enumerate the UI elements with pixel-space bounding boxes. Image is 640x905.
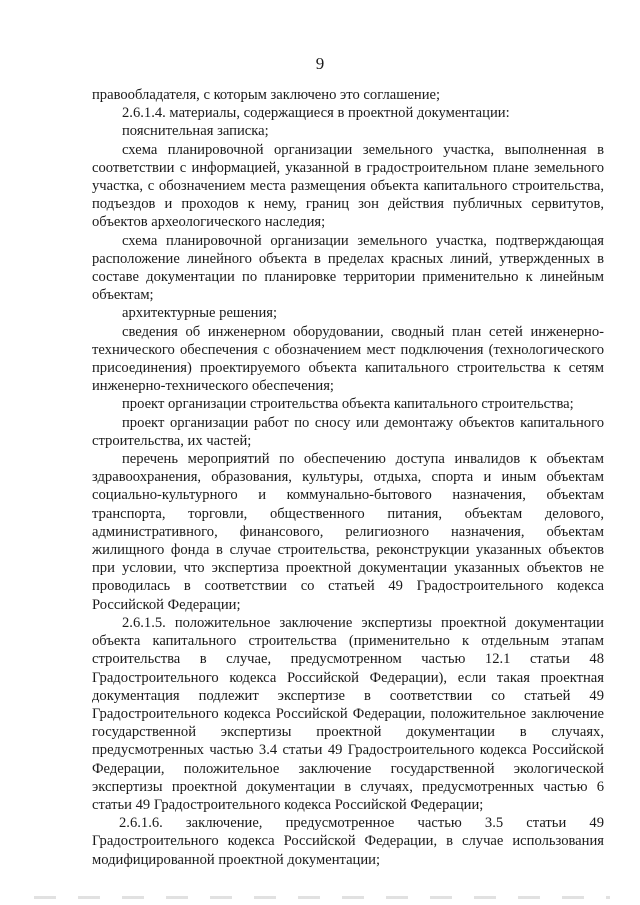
paragraph-2-6-1-5: 2.6.1.5. положительное заключение экспертизы проектной документации объекта капитального строительства (применительно к отдельным этапам строительства в случае, предусмотренном частью 12.1 статьи 48 Градостроительного кодекса Российской Федерации), если такая проектная документация подлежит экспертизе в соответствии со статьей 49 Градостроительного кодекса Российской Федерации, положительное заключение государственной экспертизы проектной документации в случаях, предусмотренных частью 3.4 статьи 49 Градостроительного кодекса Российской Федерации, положительное заключение государственной экологической экспертизы проектной документации в случаях, предусмотренных частью 6 статьи 49 Градостроительного кодекса Российской Федерации; bbox=[92, 614, 604, 813]
list-item-linear-object-scheme: схема планировочной организации земельного участка, подтверждающая расположение линейного объекта в пределах красных линий, утвержденных в составе документации по планировке территории применительно к линейным объектам; bbox=[92, 232, 604, 304]
list-item-accessibility-measures: перечень мероприятий по обеспечению доступа инвалидов к объектам здравоохранения, образования, культуры, отдыха, спорта и иным объектам социально-культурного и коммунально-бытового назначения, объектам транспорта, торговли, общественного питания, объектам делового, административного, финансового, религиозного назначения, объектам жилищного фонда в случае строительства, реконструкции указанных объектов при условии, что экспертиза проектной документации указанных объектов не проводилась в соответствии со статьей 49 Градостроительного кодекса Российской Федерации; bbox=[92, 451, 604, 613]
list-item-demolition-project: проект организации работ по сносу или демонтажу объектов капитального строительства, их частей; bbox=[92, 414, 604, 449]
paragraph-2-6-1-6: 2.6.1.6. заключение, предусмотренное частью 3.5 статьи 49 Градостроительного кодекса Российской Федерации, в случае использования модифицированной проектной документации; bbox=[92, 815, 604, 868]
page-number: 9 bbox=[315, 54, 325, 73]
list-item-site-plan-scheme: схема планировочной организации земельного участка, выполненная в соответствии с информацией, указанной в градостроительном плане земельного участка, с обозначением места размещения объекта капитального строительства, подъездов и проходов к нему, границ зон действия публичных сервитутов, объектов археологического наследия; bbox=[92, 141, 604, 231]
list-item-engineering-equipment: сведения об инженерном оборудовании, сводный план сетей инженерно-технического обеспечения с обозначением мест подключения (технологического присоединения) проектируемого объекта капитального строительства к сетям инженерно-технического обеспечения; bbox=[92, 323, 604, 395]
document-body bbox=[92, 86, 604, 869]
scan-artifact-line bbox=[34, 896, 610, 899]
list-item-architectural-solutions: архитектурные решения; bbox=[122, 305, 278, 322]
list-item-explanatory-note: пояснительная записка; bbox=[122, 123, 269, 140]
paragraph-2-6-1-4: 2.6.1.4. материалы, содержащиеся в проектной документации: bbox=[122, 105, 510, 122]
list-item-construction-organization: проект организации строительства объекта капитального строительства; bbox=[122, 396, 574, 413]
paragraph-continuation: правообладателя, с которым заключено это соглашение; bbox=[92, 87, 441, 103]
